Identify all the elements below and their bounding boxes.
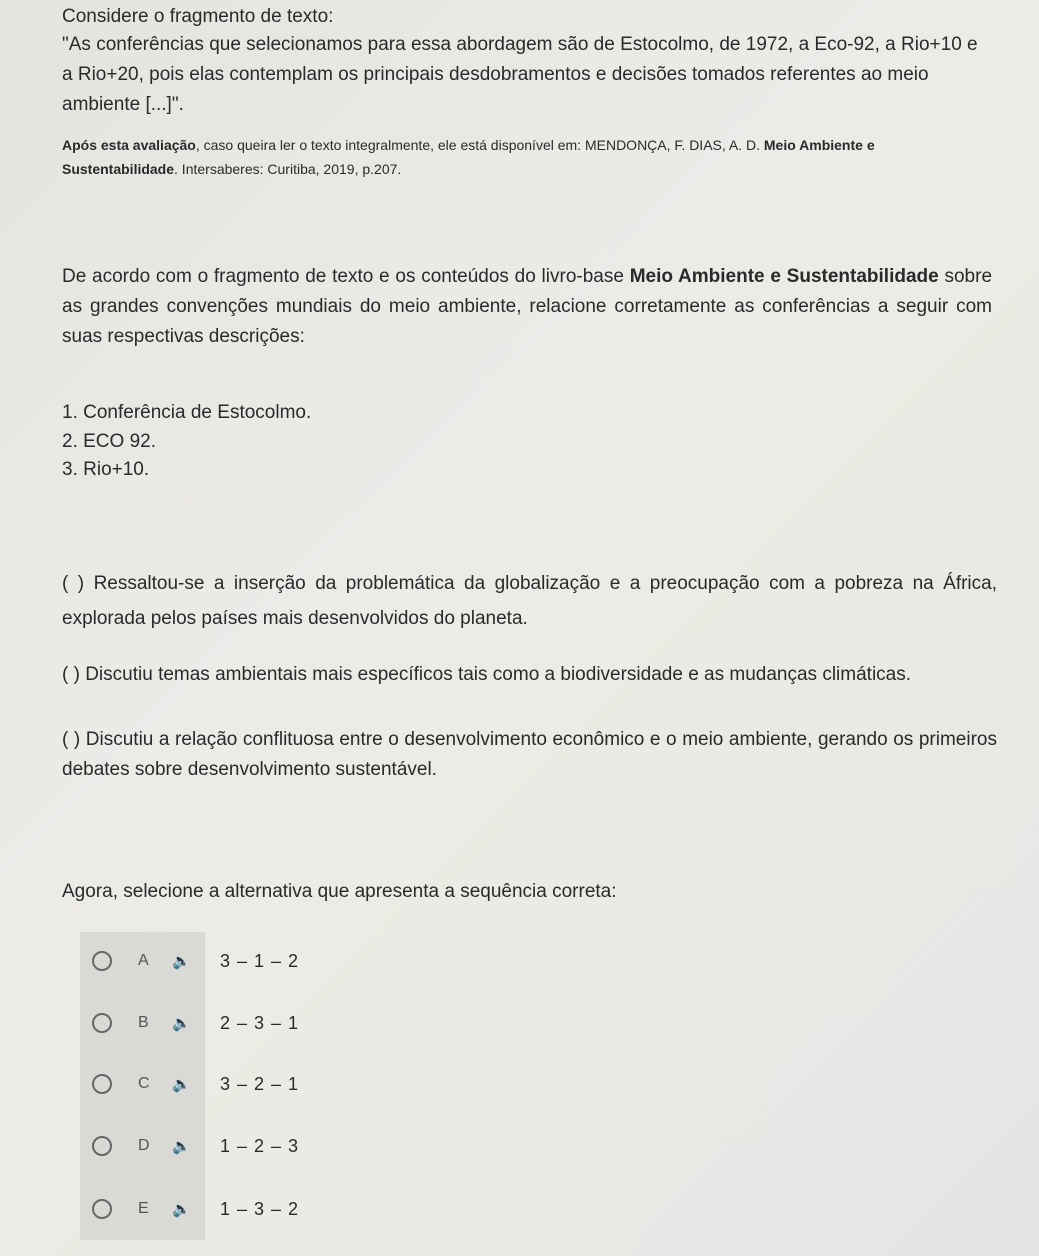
radio-button[interactable] <box>92 1136 112 1156</box>
prompt-text: Agora, selecione a alternativa que apresenta a sequência correta: <box>62 881 617 902</box>
option-d[interactable] <box>92 1131 300 1161</box>
speaker-icon[interactable]: 🔈 <box>172 953 191 970</box>
question-pre: De acordo com o fragmento de texto e os conteúdos do livro-base <box>62 266 630 287</box>
speaker-icon[interactable]: 🔈 <box>172 1015 191 1032</box>
item-1: 1. Conferência de Estocolmo. <box>62 402 312 423</box>
item-2: 2. ECO 92. <box>62 431 156 452</box>
option-value: 1 – 3 – 2 <box>220 1198 300 1219</box>
option-value: 2 – 3 – 1 <box>220 1012 300 1033</box>
radio-button[interactable] <box>92 1013 112 1033</box>
item-3: 3. Rio+10. <box>62 459 150 480</box>
option-letter: A <box>138 952 149 969</box>
option-b[interactable] <box>92 1008 300 1038</box>
radio-button[interactable] <box>92 951 112 971</box>
radio-button[interactable] <box>92 1199 112 1219</box>
source-citation <box>62 133 992 181</box>
option-value: 3 – 2 – 1 <box>220 1073 300 1094</box>
option-letter: B <box>138 1014 149 1031</box>
option-value: 3 – 1 – 2 <box>220 950 300 971</box>
statement-2: ( ) Discutiu temas ambientais mais específicos tais como a biodiversidade e as mudanças climáticas. <box>62 664 912 685</box>
option-letter: E <box>138 1200 149 1217</box>
option-e[interactable] <box>92 1194 300 1224</box>
radio-button[interactable] <box>92 1074 112 1094</box>
question-book: Meio Ambiente e Sustentabilidade <box>629 266 939 287</box>
option-c[interactable] <box>92 1069 300 1099</box>
question-post: sobre as grandes convenções mundiais do meio ambiente, relacione corretamente as conferências a seguir com suas respectivas descrições: <box>62 266 993 347</box>
option-letter: D <box>138 1137 150 1154</box>
quote-text: "As conferências que selecionamos para essa abordagem são de Estocolmo, de 1972, a Eco-92, a Rio+10 e a Rio+20, pois elas contemplam os principais desdobramentos e decisões tomados referentes ao meio ambiente [...]". <box>62 34 978 115</box>
intro-text: Considere o fragmento de texto: <box>62 6 334 27</box>
statement-3: ( ) Discutiu a relação conflituosa entre o desenvolvimento econômico e o meio ambiente, gerando os primeiros debates sobre desenvolvimento sustentável. <box>62 729 997 780</box>
source-lead: Após esta avaliação <box>62 137 196 153</box>
speaker-icon[interactable]: 🔈 <box>172 1201 191 1218</box>
speaker-icon[interactable]: 🔈 <box>172 1076 191 1093</box>
option-letter: C <box>138 1075 150 1092</box>
option-a[interactable] <box>92 946 300 976</box>
speaker-icon[interactable]: 🔈 <box>172 1138 191 1155</box>
question-text <box>62 262 992 352</box>
source-text: , caso queira ler o texto integralmente, ele está disponível em: MENDONÇA, F. DIAS, A. D. <box>195 137 764 153</box>
source-book: Meio Ambiente e Sustentabilidade <box>62 137 875 177</box>
statement-1: ( ) Ressaltou-se a inserção da problemática da globalização e a preocupação com a pobreza na África, explorada pelos países mais desenvolvidos do planeta. <box>62 573 997 629</box>
source-tail: . Intersaberes: Curitiba, 2019, p.207. <box>174 161 402 177</box>
option-value: 1 – 2 – 3 <box>220 1135 300 1156</box>
